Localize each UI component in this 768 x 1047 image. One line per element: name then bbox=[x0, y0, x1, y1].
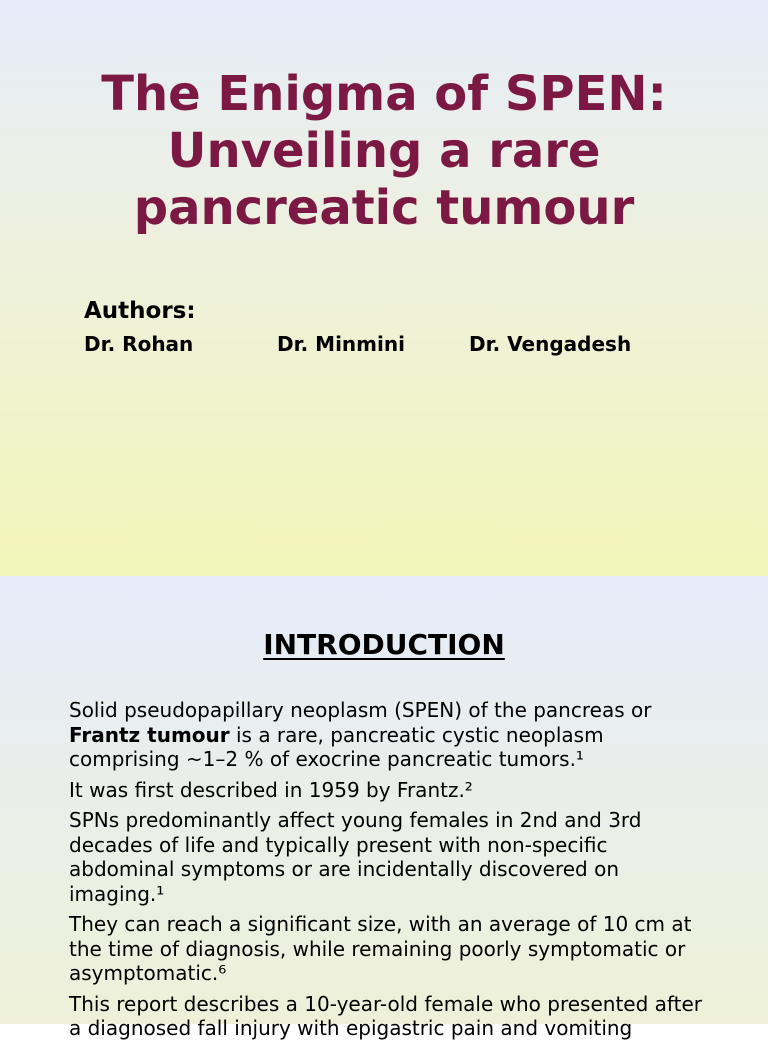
introduction-heading: INTRODUCTION bbox=[263, 628, 505, 661]
intro-bullet-5: This report describes a 10-year-old female who presented after a diagnosed fall injury with epigastric pain and vomiting bbox=[69, 991, 702, 1040]
intro-bullet-3: SPNs predominantly affect young females in 2nd and 3rd decades of life and typically present with non-specific abdominal symptoms or are incidentally discovered on imaging.¹ bbox=[69, 808, 642, 906]
author-minmini: Dr. Minmini bbox=[277, 332, 405, 356]
intro-bullet-1-pre: Solid pseudopapillary neoplasm (SPEN) of the pancreas or bbox=[69, 698, 652, 722]
authors-label: Authors: bbox=[84, 298, 196, 324]
introduction-list bbox=[69, 698, 719, 1047]
author-vengadesh: Dr. Vengadesh bbox=[469, 332, 632, 356]
title-line-2: Unveiling a rare bbox=[167, 123, 601, 179]
title-line-1: The Enigma of SPEN: bbox=[101, 66, 667, 122]
intro-bullet-2: It was first described in 1959 by Frantz.² bbox=[69, 777, 473, 802]
introduction-slide bbox=[0, 576, 768, 1040]
title-line-3: pancreatic tumour bbox=[133, 180, 635, 236]
intro-bullet-1-post: is a rare, pancreatic cystic neoplasm comprising ~1–2 % of exocrine pancreatic tumors.¹ bbox=[69, 722, 604, 771]
intro-bullet-1-bold: Frantz tumour bbox=[69, 722, 230, 747]
slide-title bbox=[30, 66, 738, 237]
author-rohan: Dr. Rohan bbox=[84, 332, 194, 356]
intro-bullet-1 bbox=[69, 698, 719, 772]
intro-bullet-4: They can reach a significant size, with an average of 10 cm at the time of diagnosis, while remaining poorly symptomatic or asymptomatic.⁶ bbox=[69, 912, 692, 985]
